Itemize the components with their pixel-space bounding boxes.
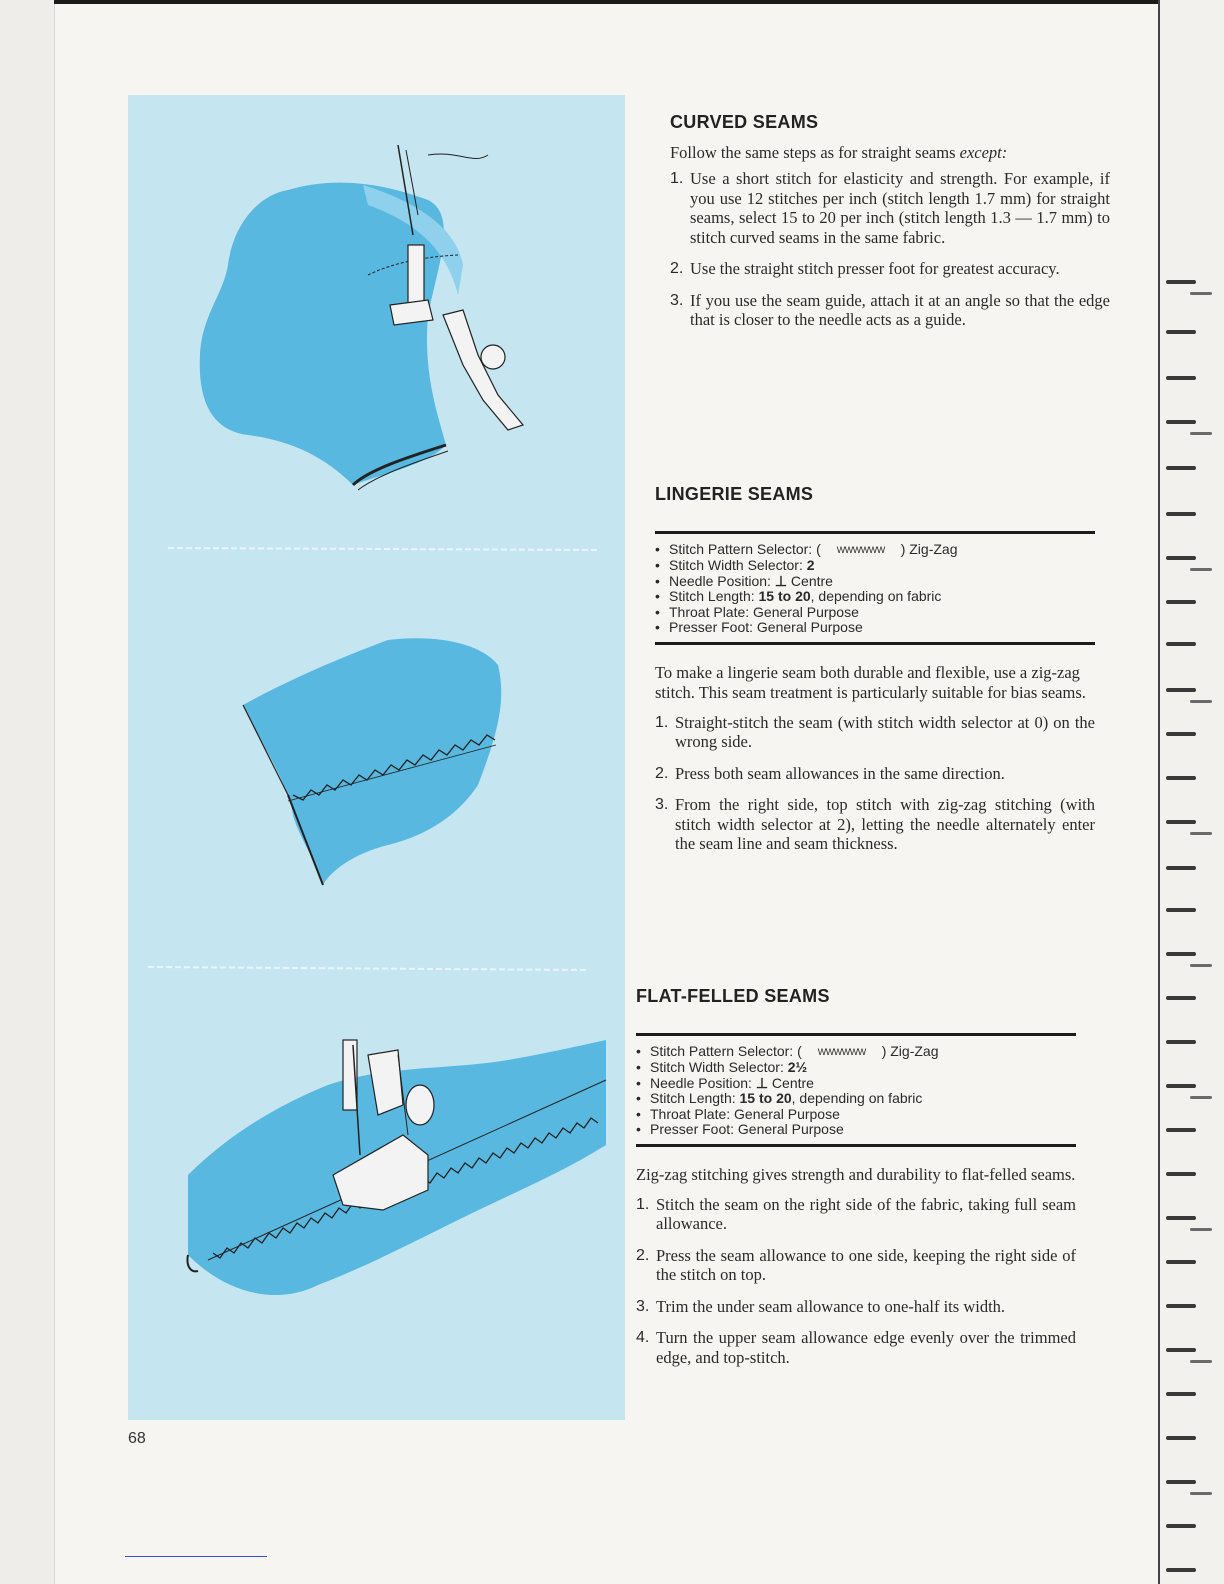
list-item: 3. From the right side, top stitch with zig-zag stitching (with stitch width selector at 2), letting the needle alternately enter the seam line and seam thickness. <box>655 795 1095 854</box>
curved-seam-illustration <box>200 145 523 490</box>
illustration-panel <box>128 95 625 1420</box>
flatfelled-seam-illustration <box>187 1040 606 1295</box>
flatfelled-seams-heading: FLAT-FELLED SEAMS <box>636 986 830 1006</box>
curved-seams-section <box>670 112 1110 342</box>
scan-underline <box>125 1556 267 1557</box>
list-item: • Presser Foot: General Purpose <box>655 620 1095 636</box>
list-item: • Stitch Length: 15 to 20, depending on fabric <box>636 1091 1076 1107</box>
list-item: • Throat Plate: General Purpose <box>636 1107 1076 1123</box>
flatfelled-steps <box>636 1195 1076 1368</box>
list-item: 2. Press both seam allowances in the same direction. <box>655 763 1005 783</box>
seam-illustrations <box>128 95 625 1420</box>
list-item: • Stitch Pattern Selector: ( WWWWWW ) Zig-Zag <box>636 1044 1076 1060</box>
list-item: • Stitch Width Selector: 2 <box>655 558 1095 574</box>
flatfelled-intro: Zig-zag stitching gives strength and durability to flat-felled seams. <box>636 1164 1076 1184</box>
list-item: • Presser Foot: General Purpose <box>636 1122 1076 1138</box>
list-item: 4. Turn the upper seam allowance edge evenly over the trimmed edge, and top-stitch. <box>636 1328 1076 1367</box>
zigzag-pattern-icon: WWWWWW <box>817 1046 866 1057</box>
spiral-binding <box>1158 0 1224 1584</box>
page-top-edge <box>54 0 1160 4</box>
list-item: 1. Stitch the seam on the right side of the fabric, taking full seam allowance. <box>636 1194 1076 1234</box>
page-number: 68 <box>128 1430 146 1447</box>
zigzag-pattern-icon: WWWWWW <box>836 544 885 555</box>
flatfelled-settings-box <box>636 1033 1076 1147</box>
list-item: • Stitch Length: 15 to 20, depending on fabric <box>655 589 1095 605</box>
lingerie-intro: To make a lingerie seam both durable and flexible, use a zig-zag stitch. This seam treatment is particularly suitable for bias seams. <box>655 662 1086 702</box>
list-item: • Throat Plate: General Purpose <box>655 605 1095 621</box>
curved-seams-heading: CURVED SEAMS <box>670 112 819 132</box>
list-item: 2. Press the seam allowance to one side, keeping the right side of the stitch on top. <box>636 1245 1076 1285</box>
lingerie-steps <box>655 713 1095 854</box>
list-item: 3. If you use the seam guide, attach it at an angle so that the edge that is closer to the needle acts as a guide. <box>670 290 1110 329</box>
list-item: • Stitch Pattern Selector: ( WWWWWW ) Zig-Zag <box>655 542 1095 558</box>
curved-seams-intro: Follow the same steps as for straight seams except: <box>670 143 1008 162</box>
list-item: • Needle Position: ⊥ Centre <box>655 574 1095 590</box>
list-item: • Stitch Width Selector: 2½ <box>636 1060 1076 1076</box>
list-item: 1. Use a short stitch for elasticity and strength. For example, if you use 12 stitches per inch (stitch length 1.7 mm) for straight seams, select 15 to 20 per inch (stitch length 1.3 — 1.7 mm) to stitch curved seams in the same fabric. <box>670 169 1110 247</box>
list-item: 2. Use the straight stitch presser foot for greatest accuracy. <box>670 259 1060 278</box>
list-item: 3. Trim the under seam allowance to one-half its width. <box>636 1296 1006 1316</box>
needle-position-icon: ⊥ <box>755 1074 769 1091</box>
lingerie-seams-section <box>655 484 1095 866</box>
needle-position-icon: ⊥ <box>774 572 788 589</box>
list-item: 1. Straight-stitch the seam (with stitch width selector at 0) on the wrong side. <box>655 712 1095 752</box>
lingerie-settings-box <box>655 531 1095 645</box>
scan-left-margin <box>0 0 55 1584</box>
lingerie-seams-heading: LINGERIE SEAMS <box>655 484 814 504</box>
flatfelled-seams-section <box>636 986 1076 1379</box>
lingerie-seam-illustration <box>243 638 501 885</box>
list-item: • Needle Position: ⊥ Centre <box>636 1076 1076 1092</box>
curved-seams-steps <box>670 169 1110 330</box>
